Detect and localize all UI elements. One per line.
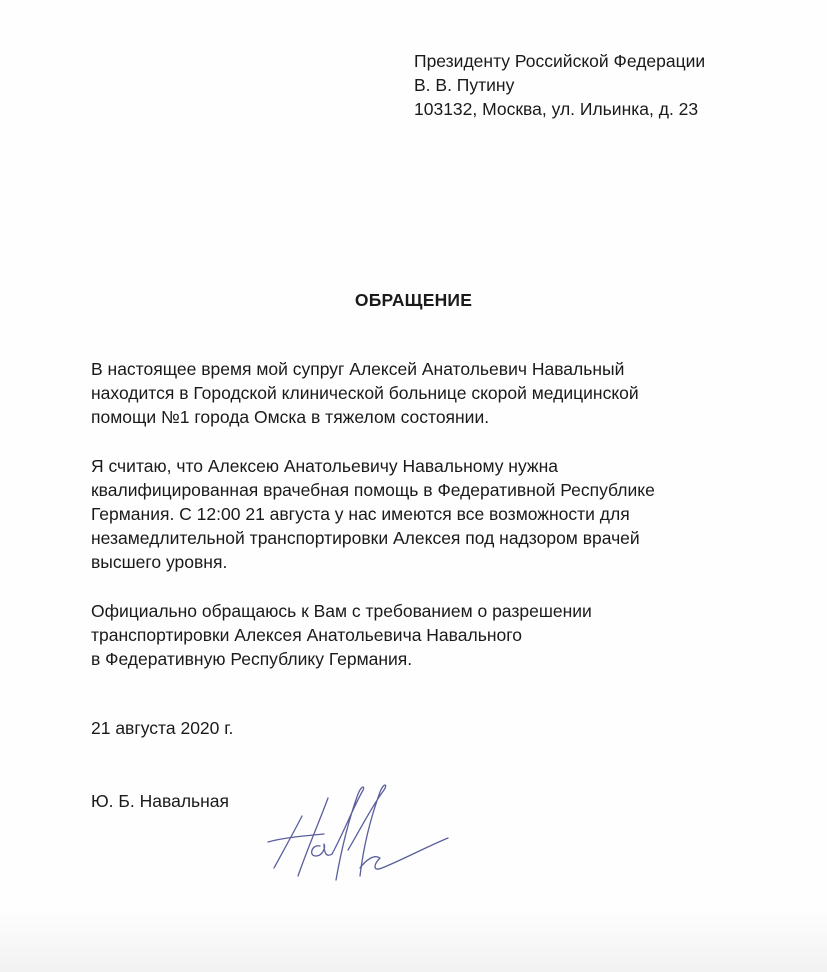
paragraph-line: высшего уровня. (91, 552, 228, 572)
paragraph-3 (91, 599, 791, 671)
addressee-block (414, 49, 814, 121)
paragraph-line: в Федеративную Республику Германия. (91, 649, 413, 669)
signatory-name: Ю. Б. Навальная (91, 791, 230, 811)
addressee-line: 103132, Москва, ул. Ильинка, д. 23 (414, 99, 699, 119)
paragraph-line: В настоящее время мой супруг Алексей Анатольевич Навальный (91, 359, 625, 379)
paragraph-line: находится в Городской клинической больнице скорой медицинской (91, 383, 639, 403)
paragraph-line: Официально обращаюсь к Вам с требованием о разрешении (91, 601, 592, 621)
paragraph-line: транспортировки Алексея Анатольевича Навального (91, 625, 522, 645)
paragraph-line: помощи №1 города Омска в тяжелом состоянии. (91, 407, 490, 427)
paragraph-1 (91, 357, 791, 429)
document-title: ОБРАЩЕНИЕ (354, 290, 473, 310)
page-shadow (0, 908, 827, 972)
paragraph-line: Германия. С 12:00 21 августа у нас имеются все возможности для (91, 504, 630, 524)
paragraph-line: квалифицированная врачебная помощь в Федеративной Республике (91, 480, 655, 500)
paragraph-line: незамедлительной транспортировки Алексея под надзором врачей (91, 528, 640, 548)
paragraph-2 (91, 454, 791, 574)
handwritten-signature (262, 776, 452, 886)
addressee-line: Президенту Российской Федерации (414, 51, 706, 71)
addressee-line: В. В. Путину (414, 75, 515, 95)
letter-date: 21 августа 2020 г. (91, 718, 234, 738)
paragraph-line: Я считаю, что Алексею Анатольевичу Навальному нужна (91, 456, 559, 476)
